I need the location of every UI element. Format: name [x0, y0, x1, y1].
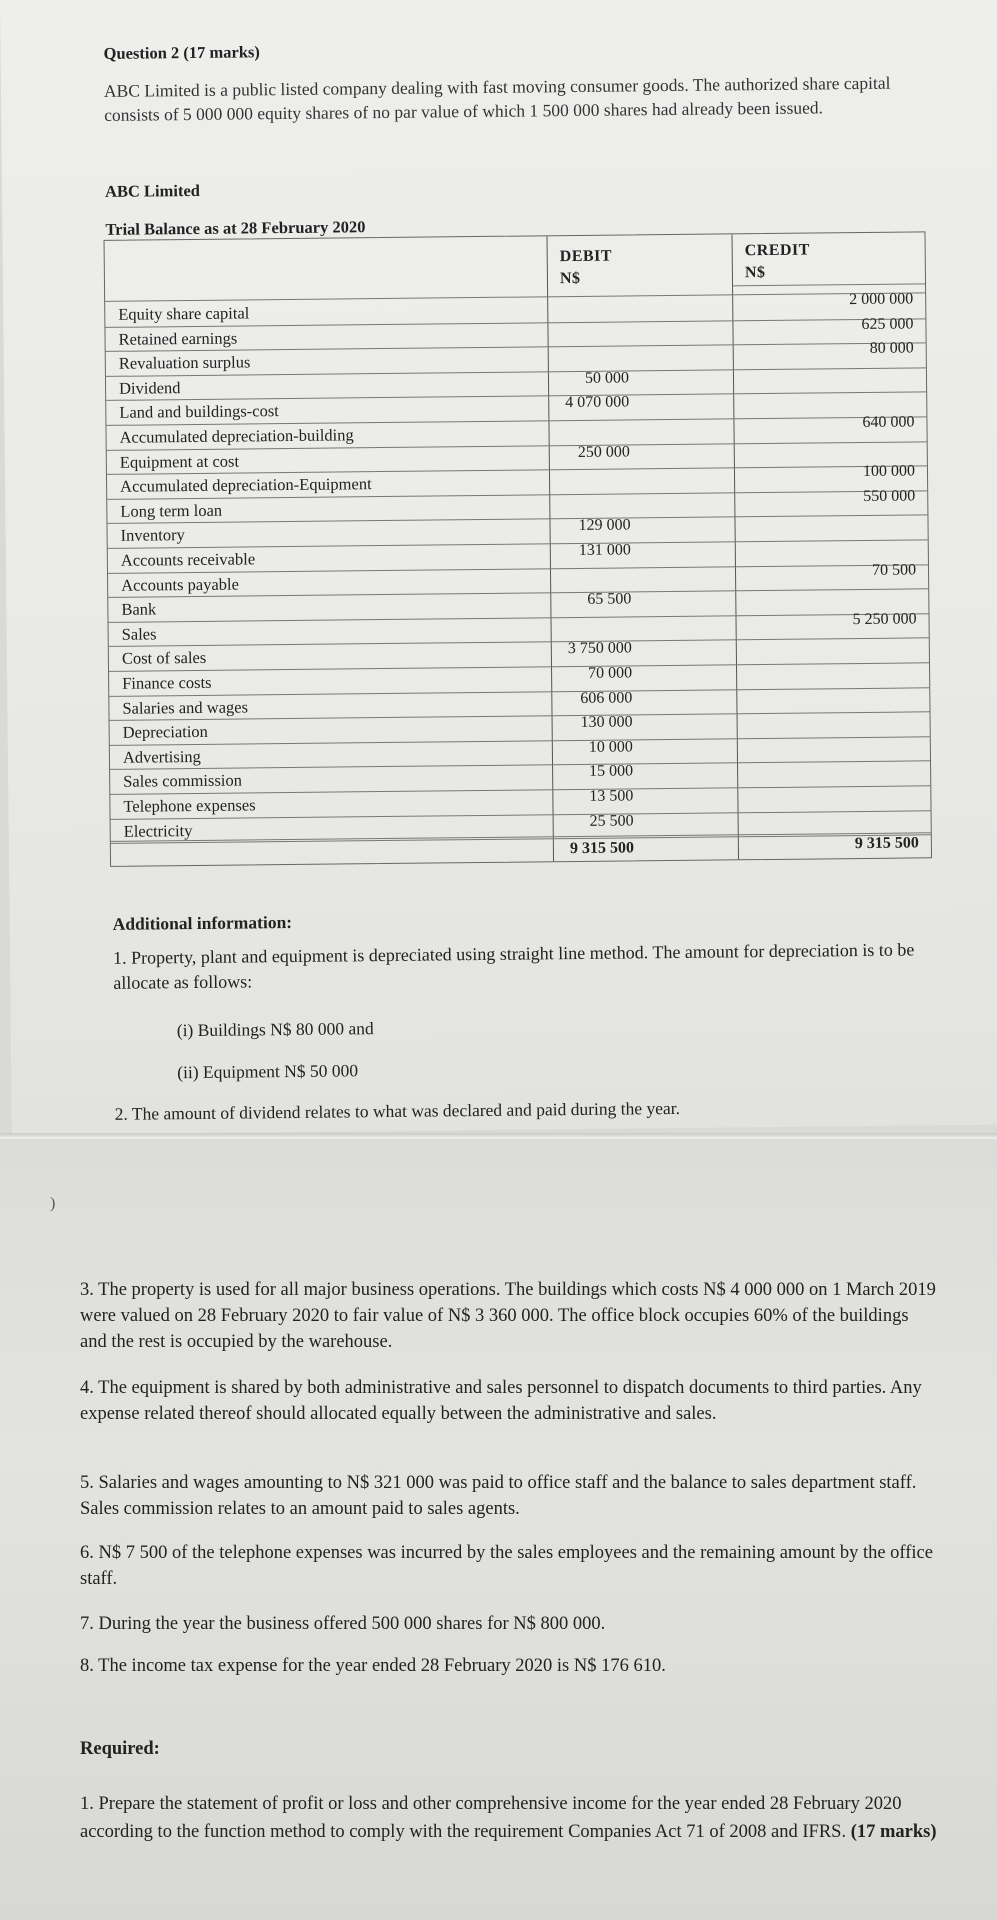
- tb-credit-amount: [767, 658, 917, 660]
- tb-credit-amount: [766, 535, 916, 537]
- tb-account-name: Electricity: [123, 820, 193, 841]
- tb-credit-amount: [768, 806, 918, 808]
- tb-credit-amount: [768, 757, 918, 759]
- additional-item-6: 6. N$ 7 500 of the telephone expenses was incurred by the sales employees and the remaining amount by the office staff.: [80, 1543, 933, 1589]
- tb-account-name: Accounts payable: [121, 574, 239, 595]
- tb-debit-amount: 13 500: [589, 787, 634, 805]
- tb-debit-amount: 129 000: [578, 516, 631, 535]
- tb-credit-amount: 70 500: [871, 561, 917, 579]
- tb-account-name: Sales: [121, 624, 157, 644]
- tb-account-name: Revaluation surplus: [118, 352, 251, 373]
- tb-account-name: Dividend: [118, 377, 181, 398]
- tb-account-name: Salaries and wages: [122, 697, 249, 718]
- additional-item-1-ii: (ii) Equipment N$ 50 000: [177, 1060, 359, 1083]
- page-fold: [0, 1133, 997, 1139]
- additional-item-2: 2. The amount of dividend relates to what was declared and paid during the year.: [114, 1097, 681, 1124]
- additional-item-1-i: (i) Buildings N$ 80 000 and: [176, 1018, 374, 1041]
- required-marks: (17 marks): [850, 1822, 937, 1842]
- required-instruction: 1. Prepare the statement of profit or loss and other comprehensive income for the year ended 28 February 2020 according to the function method to comply with the requirement Companies Act 71 of 2008 and IFRS.: [80, 1794, 902, 1842]
- tb-credit-amount: 80 000: [869, 339, 914, 358]
- tb-account-name: Advertising: [122, 746, 201, 767]
- additional-item-3: 3. The property is used for all major business operations. The buildings which costs N$ 4 000 000 on 1 March 2019 were valued on 28 February 2020 to fair value of N$ 3 360 000. The office block occupies 60% of the buildings and the rest is occupied by the warehouse.: [80, 1280, 936, 1352]
- additional-item-5: 5. Salaries and wages amounting to N$ 321 000 was paid to office staff and the balance to sales department staff. Sales commission relates to an amount paid to sales agents.: [80, 1473, 917, 1519]
- tb-debit-amount: 25 500: [589, 812, 634, 830]
- credit-currency: N$: [744, 263, 766, 282]
- debit-currency: N$: [559, 269, 581, 288]
- tb-credit-amount: [767, 683, 917, 685]
- tb-account-name: Equity share capital: [118, 303, 250, 324]
- tb-account-name: Sales commission: [123, 770, 243, 792]
- tb-debit-amount: 10 000: [588, 738, 633, 756]
- tb-credit-amount: 5 250 000: [852, 610, 917, 628]
- tb-debit-amount: 3 750 000: [567, 639, 632, 658]
- tb-debit-amount: 4 070 000: [565, 393, 630, 412]
- company-name: ABC Limited: [104, 180, 200, 201]
- tb-account-name: Land and buildings-cost: [119, 401, 279, 423]
- tb-account-name: Accumulated depreciation-building: [119, 425, 354, 447]
- tb-debit-amount: 130 000: [580, 713, 633, 732]
- tb-credit-amount: [767, 634, 917, 636]
- trial-balance-table: [104, 231, 933, 867]
- tb-credit-amount: 100 000: [862, 462, 916, 481]
- tb-credit-amount: 625 000: [861, 315, 914, 333]
- tb-debit-amount: 15 000: [589, 762, 634, 781]
- tb-account-name: Finance costs: [122, 672, 212, 693]
- additional-item-8: 8. The income tax expense for the year ended 28 February 2020 is N$ 176 610.: [80, 1656, 666, 1676]
- total-debit: 9 315 500: [569, 839, 635, 858]
- tb-credit-amount: [764, 363, 914, 365]
- tb-debit-amount: 70 000: [587, 664, 633, 682]
- tb-debit-amount: 131 000: [578, 541, 631, 559]
- tb-account-name: Long term loan: [120, 500, 223, 521]
- required-text: [80, 1790, 940, 1846]
- tb-debit-amount: 606 000: [580, 689, 633, 707]
- tb-credit-amount: 2 000 000: [849, 290, 914, 309]
- tb-debit-amount: 50 000: [584, 369, 630, 387]
- tb-credit-amount: [767, 708, 917, 710]
- additional-item-4: 4. The equipment is shared by both administrative and sales personnel to dispatch documents to third parties. Any expense related thereof should allocated equally between the administrative and sales.: [80, 1378, 922, 1424]
- tb-credit-amount: 640 000: [862, 413, 915, 431]
- tb-account-name: Cost of sales: [121, 648, 207, 669]
- tb-account-name: Telephone expenses: [123, 795, 256, 816]
- tb-account-name: Bank: [121, 599, 157, 619]
- tb-credit-amount: [768, 732, 918, 734]
- trial-balance-title: Trial Balance as at 28 February 2020: [105, 217, 366, 239]
- intro-paragraph: ABC Limited is a public listed company dealing with fast moving consumer goods. The authorized share capital consists of 5 000 000 equity shares of no par value of which 1 500 000 shares had already been issued.: [103, 72, 891, 125]
- tb-account-name: Depreciation: [122, 722, 208, 742]
- tb-debit-amount: 250 000: [577, 443, 630, 461]
- tb-debit-amount: 65 500: [587, 590, 632, 609]
- credit-header: CREDIT: [744, 241, 810, 260]
- tb-credit-amount: 550 000: [863, 487, 916, 505]
- additional-item-1: 1. Property, plant and equipment is depreciated using straight line method. The amount for depreciation is to be allocate as follows:: [112, 939, 915, 993]
- tb-credit-amount: [765, 437, 915, 439]
- tb-account-name: Inventory: [120, 525, 185, 546]
- tb-account-name: Equipment at cost: [119, 451, 240, 472]
- required-heading: Required:: [80, 1739, 160, 1759]
- additional-item-7: 7. During the year the business offered 500 000 shares for N$ 800 000.: [80, 1614, 606, 1634]
- margin-mark: ): [50, 1195, 56, 1212]
- question-title: Question 2 (17 marks): [103, 42, 260, 63]
- debit-header: DEBIT: [559, 247, 613, 266]
- additional-info-heading: Additional information:: [112, 911, 293, 934]
- tb-account-name: Accounts receivable: [120, 549, 256, 570]
- tb-credit-amount: [766, 585, 916, 587]
- tb-account-name: Accumulated depreciation-Equipment: [120, 474, 372, 496]
- tb-credit-amount: [768, 781, 918, 783]
- total-credit: 9 315 500: [854, 834, 919, 853]
- tb-credit-amount: [765, 511, 915, 513]
- tb-credit-amount: [764, 388, 914, 390]
- tb-account-name: Retained earnings: [118, 328, 238, 349]
